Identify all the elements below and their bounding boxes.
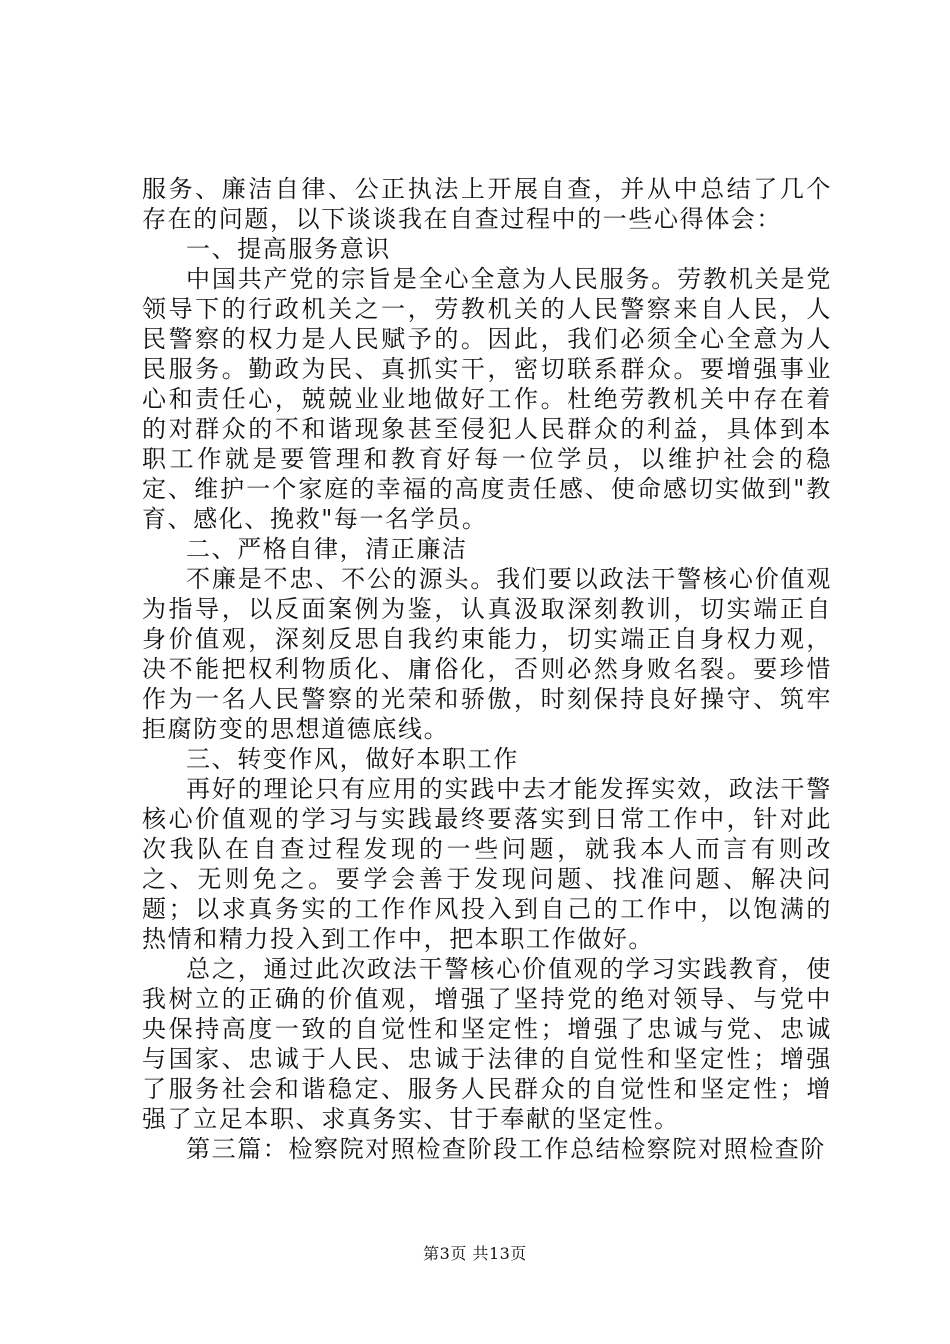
paragraph-self-discipline: 不廉是不忠、不公的源头。我们要以政法干警核心价值观为指导，以反面案例为鉴，认真汲取深刻教训，切实端正自身价值观，深刻反思自我约束能力，切实端正自身权力观，决不能把权利物质化、庸俗化，否则必然身败名裂。要珍惜作为一名人民警察的光荣和骄傲，时刻保持良好操守、筑牢拒腐防变的思想道德底线。 — [142, 565, 832, 743]
section-heading-2: 二、严格自律，清正廉洁 — [186, 535, 468, 563]
page-number-footer: 第3页 共13页 — [423, 1244, 527, 1263]
paragraph-service: 中国共产党的宗旨是全心全意为人民服务。劳教机关是党领导下的行政机关之一，劳教机关的人民警察来自人民，人民警察的权力是人民赋予的。因此，我们必须全心全意为人民服务。勤政为民、真抓实干，密切联系群众。要增强事业心和责任心，兢兢业业地做好工作。杜绝劳教机关中存在着的对群众的不和谐现象甚至侵犯人民群众的利益，具体到本职工作就是要管理和教育好每一位学员，以维护社会的稳定、维护一个家庭的幸福的高度责任感、使命感切实做到"教育、感化、挽救"每一名学员。 — [142, 265, 832, 533]
document-body — [142, 174, 832, 1164]
section-heading-3: 三、转变作风，做好本职工作 — [186, 745, 519, 773]
paragraph-intro-continuation: 服务、廉洁自律、公正执法上开展自查，并从中总结了几个存在的问题，以下谈谈我在自查过程中的一些心得体会： — [142, 175, 832, 233]
paragraph-conclusion: 总之，通过此次政法干警核心价值观的学习实践教育，使我树立的正确的价值观，增强了坚持党的绝对领导、与党中央保持高度一致的自觉性和坚定性；增强了忠诚与党、忠诚与国家、忠诚于人民、忠诚于法律的自觉性和坚定性；增强了服务社会和谐稳定、服务人民群众的自觉性和坚定性；增强了立足本职、求真务实、甘于奉献的坚定性。 — [142, 955, 832, 1133]
paragraph-third-article-start: 第三篇：检察院对照检查阶段工作总结检察院对照检查阶 — [186, 1135, 826, 1163]
section-heading-1: 一、提高服务意识 — [186, 235, 391, 263]
paragraph-work-style: 再好的理论只有应用的实践中去才能发挥实效，政法干警核心价值观的学习与实践最终要落实到日常工作中，针对此次我队在自查过程发现的一些问题，就我本人而言有则改之、无则免之。要学会善于发现问题、找准问题、解决问题；以求真务实的工作作风投入到自己的工作中，以饱满的热情和精力投入到工作中，把本职工作做好。 — [142, 775, 832, 953]
